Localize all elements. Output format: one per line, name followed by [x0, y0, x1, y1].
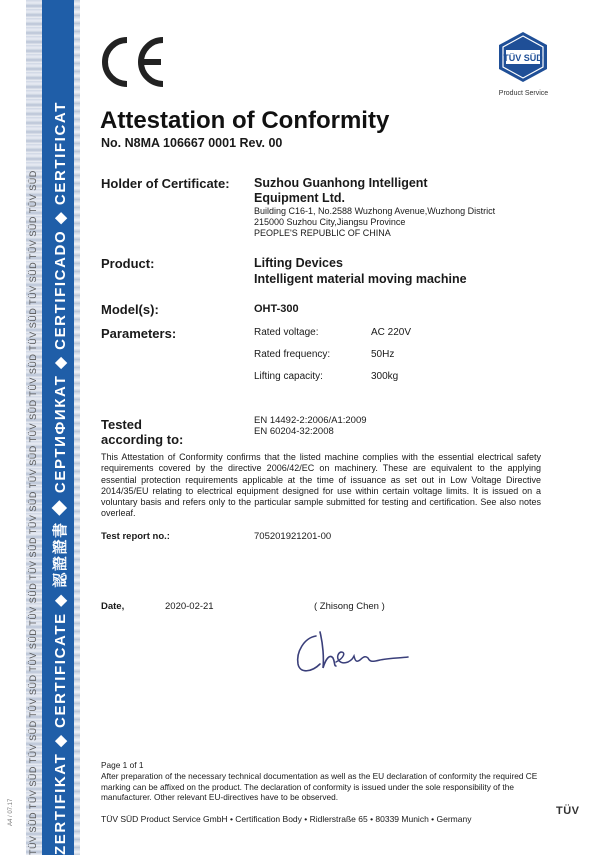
issuer-line: TÜV SÜD Product Service GmbH • Certification Body • Ridlerstraße 65 • 80339 Munich • Germany — [101, 814, 472, 824]
security-band-edge — [74, 0, 80, 855]
test-report-number: 705201921201-00 — [254, 531, 332, 542]
test-report-label: Test report no.: — [101, 531, 170, 542]
holder-address-line1: Building C16-1, No.2588 Wuzhong Avenue,Wuzhong District — [254, 206, 496, 216]
param-name: Rated frequency: — [254, 349, 331, 360]
product-label: Product: — [101, 256, 155, 271]
conformity-statement: This Attestation of Conformity confirms that the listed machine complies with the essential electrical safety requirements covered by the directive 2006/42/EC on machinery. These are equivalent to the applying essential protection requirements applicable at the time of issuance as set out in Low Voltage Directive 2014/35/EU relating to electrical equipment designed for use within certain voltage limits. It is issued on a voluntary basis and refers only to the particular sample submitted for testing and certification. See also notes overleaf. — [101, 452, 541, 519]
holder-address-line2: 215000 Suzhou City,Jiangsu Province — [254, 217, 406, 227]
model-value: OHT-300 — [254, 303, 299, 315]
guilloche-text: TÜV SÜD TÜV SÜD TÜV SÜD TÜV SÜD TÜV SÜD TÜV SÜD TÜV SÜD TÜV SÜD TÜV SÜD TÜV SÜD TÜV SÜD TÜV SÜD TÜV SÜD TÜV SÜD TÜV SÜD — [28, 170, 38, 855]
tuv-logo-text: TÜV SÜD — [503, 53, 543, 63]
tuv-small-logo: TÜV — [556, 805, 580, 817]
param-value: 300kg — [371, 371, 399, 382]
holder-label: Holder of Certificate: — [101, 176, 230, 191]
standard-2: EN 60204-32:2008 — [254, 426, 334, 437]
product-line1: Lifting Devices — [254, 256, 343, 270]
standard-1: EN 14492-2:2006/A1:2009 — [254, 415, 367, 426]
model-label: Model(s): — [101, 302, 159, 317]
tested-label-line1: Tested — [101, 417, 142, 432]
footer-note: After preparation of the necessary technical documentation as well as the EU declaration of conformity the required CE marking can be affixed on the product. The declaration of conformity is issued under the sole responsibility of the manufacturer. Other relevant EU-directives have to be observed. — [101, 771, 538, 802]
security-band-guilloche — [26, 0, 42, 855]
handwritten-signature — [290, 628, 415, 678]
tested-label-line2: according to: — [101, 432, 184, 447]
form-code: A4 / 07.17 — [8, 798, 14, 826]
param-value: 50Hz — [371, 349, 395, 360]
param-name: Rated voltage: — [254, 327, 319, 338]
date-value: 2020-02-21 — [165, 601, 214, 612]
date-label: Date, — [101, 601, 125, 612]
certificate-number: No. N8MA 106667 0001 Rev. 00 — [101, 136, 283, 150]
tuv-tagline: Product Service — [498, 90, 549, 97]
ce-mark-logo — [97, 36, 171, 88]
page-indicator: Page 1 of 1 — [101, 760, 144, 770]
page-title: Attestation of Conformity — [100, 107, 390, 134]
product-line2: Intelligent material moving machine — [254, 272, 467, 286]
signer-name: ( Zhisong Chen ) — [314, 601, 385, 612]
parameters-label: Parameters: — [101, 326, 177, 341]
param-value: AC 220V — [371, 327, 412, 338]
tuv-sud-logo — [497, 31, 549, 83]
param-name: Lifting capacity: — [254, 371, 323, 382]
band-multilingual-text: ZERTIFIKAT ◆ CERTIFICATE ◆ 認證證書 ◆ СЕРТИФИКАТ ◆ CERTIFICADO ◆ CERTIFICAT — [52, 101, 69, 855]
holder-address-line3: PEOPLE'S REPUBLIC OF CHINA — [254, 228, 391, 238]
holder-name-line2: Equipment Ltd. — [254, 191, 345, 205]
holder-name-line1: Suzhou Guanhong Intelligent — [254, 176, 428, 190]
certificate-security-band — [42, 0, 74, 855]
